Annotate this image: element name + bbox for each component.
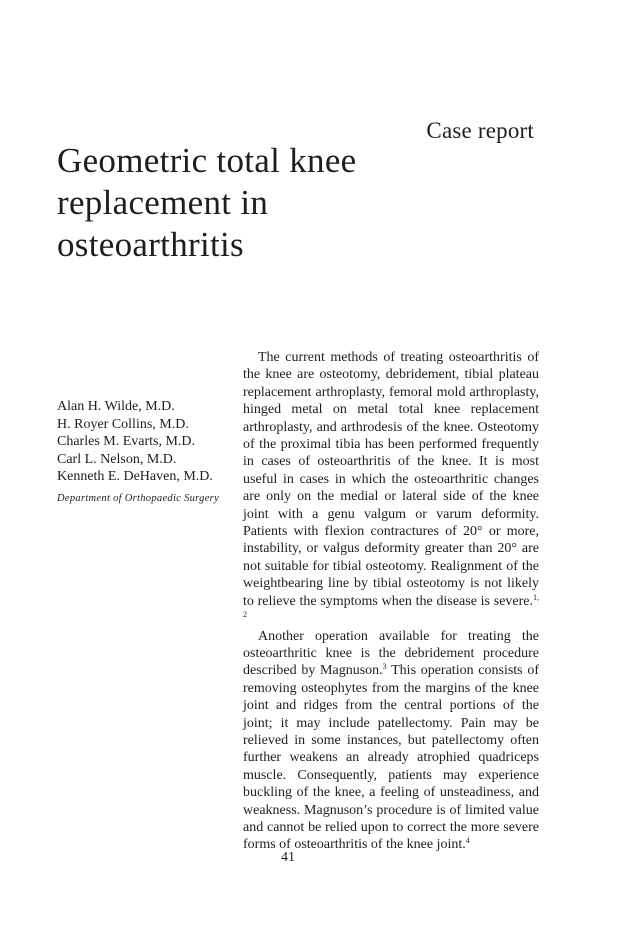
article-title: Geometric total knee replacement in osteoarthritis (57, 141, 357, 264)
body-paragraph (243, 349, 539, 628)
author-block (57, 398, 247, 504)
author-name: H. Royer Collins, M.D. (57, 416, 189, 432)
body-column (243, 349, 539, 854)
page-number: 41 (281, 850, 295, 865)
paragraph-text: The current methods of treating osteoarthritis of the knee are osteotomy, debridement, tibial plateau replacement arthroplasty, femoral mold arthroplasty, hinged metal on metal total knee replacement arthroplasty, and arthrodesis of the knee. Osteotomy of the proximal tibia has been performed frequently in cases of osteoarthritis of the knee. It is most useful in cases in which the osteoarthritic changes are only on the medial or lateral side of the knee joint with a genu valgum or varum deformity. Patients with flexion contractures of 20° or more, instability, or valgus deformity greater than 20° are not suitable for tibial osteotomy. Realignment of the weightbearing line by tibial osteotomy is not likely to relieve the symptoms when the disease is severe. (243, 350, 539, 609)
paragraph-text: Another operation available for treating the osteoarthritic knee is the debridement procedure described by Magnuson. (243, 628, 539, 679)
section-label: Case report (426, 118, 534, 143)
author-name: Alan H. Wilde, M.D. (57, 399, 175, 414)
author-name: Kenneth E. DeHaven, M.D. (57, 469, 213, 484)
body-paragraph (243, 628, 539, 854)
paragraph-text: This operation consists of removing osteophytes from the margins of the knee joint and ridges from the central portions of the joint; it may include patellectomy. Pain may be relieved in some instances, but patellectomy often further weakens an already atrophied quadriceps muscle. Consequently, patients may experience buckling of the knee, a feeling of unsteadiness, and weakness. Magnuson’s procedure is of limited value and cannot be relied upon to correct the more severe forms of osteoarthritis of the knee joint. (243, 663, 539, 853)
reference-marker: 3 (382, 662, 387, 672)
author-name: Charles M. Evarts, M.D. (57, 434, 196, 449)
affiliation: Department of Orthopaedic Surgery (57, 492, 220, 504)
author-name: Carl L. Nelson, M.D. (57, 451, 177, 467)
reference-marker: 1, 2 (243, 592, 539, 620)
reference-marker: 4 (465, 836, 470, 846)
